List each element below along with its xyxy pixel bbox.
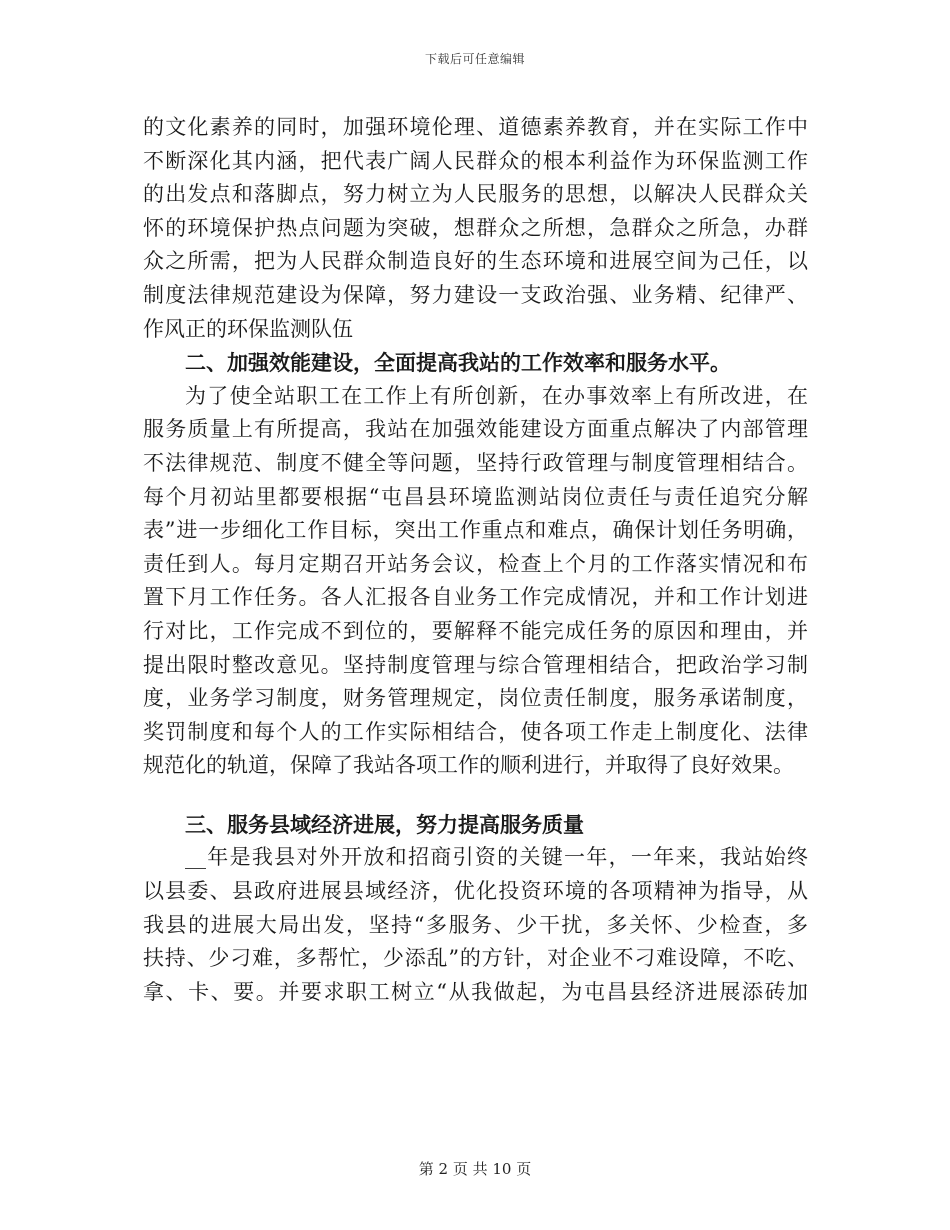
section-spacer (143, 783, 808, 808)
paragraph-line: 的出发点和落脚点，努力树立为人民服务的思想，以解决人民群众关 (143, 182, 808, 207)
paragraph-line: 制度法律规范建设为保障，努力建设一支政治强、业务精、纪律严、 (143, 282, 808, 307)
page-header-note: 下载后可任意编辑 (424, 52, 525, 66)
paragraph-line: 责任到人。每月定期召开站务会议，检查上个月的工作落实情况和布 (143, 551, 808, 576)
paragraph-line: 为了使全站职工在工作上有所创新，在办事效率上有所改进，在 (185, 383, 808, 408)
paragraph-line: 不断深化其内涵，把代表广阔人民群众的根本利益作为环保监测工作 (143, 148, 808, 173)
paragraph-line: 不法律规范、制度不健全等问题，坚持行政管理与制度管理相结合。 (143, 450, 808, 475)
paragraph-line: 我县的进展大局出发，坚持“多服务、少干扰，多关怀、少检查，多 (143, 912, 808, 937)
paragraph-line: 规范化的轨道，保障了我站各项工作的顺利进行，并取得了良好效果。 (143, 753, 794, 778)
paragraph-line: 怀的环境保护热点问题为突破，想群众之所想，急群众之所急，办群 (143, 215, 808, 240)
paragraph-line: 的文化素养的同时，加强环境伦理、道德素养教育，并在实际工作中 (143, 115, 808, 139)
paragraph-line: 每个月初站里都要根据“屯昌县环境监测站岗位责任与责任追究分解 (143, 484, 808, 509)
paragraph-line: __年是我县对外开放和招商引资的关键一年，一年来，我站始终 (185, 845, 808, 870)
paragraph-line: 表”进一步细化工作目标，突出工作重点和难点，确保计划任务明确， (143, 518, 808, 543)
paragraph-line: 服务质量上有所提高，我站在加强效能建设方面重点解决了内部管理 (143, 417, 808, 442)
paragraph-line: 置下月工作任务。各人汇报各自业务工作完成情况，并和工作计划进 (143, 585, 808, 610)
paragraph-line: 扶持、少刁难，多帮忙，少添乱”的方针，对企业不刁难设障，不吃、 (143, 946, 808, 971)
page-number: 第 2 页 共 10 页 (418, 1160, 532, 1178)
section-heading: 三、服务县域经济进展，努力提高服务质量 (185, 811, 584, 837)
paragraph-line: 奖罚制度和每个人的工作实际相结合，使各项工作走上制度化、法律 (143, 719, 808, 744)
document-body (143, 111, 808, 1009)
paragraph-line: 行对比，工作完成不到位的，要解释不能完成任务的原因和理由，并 (143, 618, 808, 643)
paragraph-line: 拿、卡、要。并要求职工树立“从我做起，为屯昌县经济进展添砖加 (143, 979, 808, 1004)
paragraph-line: 提出限时整改意见。坚持制度管理与综合管理相结合，把政治学习制 (143, 652, 808, 677)
paragraph-line: 度，业务学习制度，财务管理规定，岗位责任制度，服务承诺制度， (143, 686, 808, 711)
section-heading: 二、加强效能建设，全面提高我站的工作效率和服务水平。 (185, 350, 731, 376)
paragraph-line: 众之所需，把为人民群众制造良好的生态环境和进展空间为己任，以 (143, 249, 808, 274)
paragraph-line: 以县委、县政府进展县域经济，优化投资环境的各项精神为指导，从 (143, 879, 808, 904)
paragraph-line: 作风正的环保监测队伍 (143, 316, 353, 341)
